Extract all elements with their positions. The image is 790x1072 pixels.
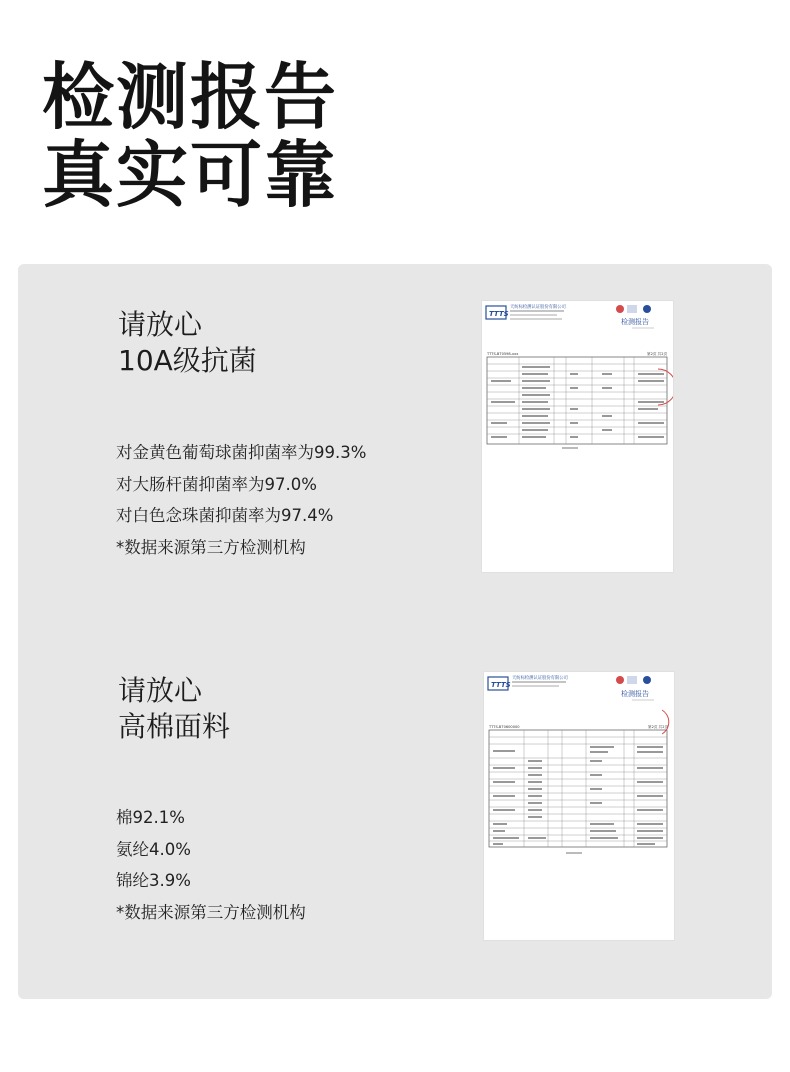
cma-badge-icon [643, 676, 651, 684]
test-report-image-1 [482, 301, 673, 572]
report-org: 天纺标检测认证股份有限公司 [512, 676, 568, 681]
section-title-line-1: 请放心 [118, 308, 203, 341]
stat-line: 对金黄色葡萄球菌抑菌率为99.3% [116, 443, 367, 462]
official-stamp-icon [662, 710, 669, 734]
headline-line-2: 真实可靠 [42, 133, 339, 217]
section-lines [116, 437, 366, 563]
report-number: TTTS-BT0598-xxx [487, 352, 519, 356]
ilac-badge-icon [616, 305, 624, 313]
composition-line: 锦纶3.9% [116, 871, 191, 890]
report-logo: TTTS [491, 681, 511, 689]
section-title-line-2: 高棉面料 [118, 710, 231, 743]
headline-line-1: 检测报告 [42, 55, 339, 139]
report-logo: TTTS [489, 310, 509, 318]
report-page: 第2页 共2页 [647, 352, 668, 356]
report-title: 检测报告 [621, 690, 649, 698]
headline [42, 55, 339, 217]
report-org: 天纺标检测认证股份有限公司 [510, 305, 566, 310]
cnas-badge-icon [627, 305, 637, 313]
composition-line: 氨纶4.0% [116, 839, 191, 859]
antibacterial-section [100, 307, 367, 557]
source-note: *数据来源第三方检测机构 [116, 902, 306, 922]
stat-line: 对大肠杆菌抑菌率为97.0% [116, 474, 317, 494]
section-title-line-1: 请放心 [118, 674, 203, 707]
report-page: 第2页 共2页 [648, 725, 669, 729]
report-title: 检测报告 [621, 318, 649, 326]
source-note: *数据来源第三方检测机构 [116, 537, 306, 557]
section-lines [116, 802, 306, 928]
cma-badge-icon [643, 305, 651, 313]
section-title-line-2: 10A级抗菌 [118, 344, 257, 377]
composition-line: 棉92.1% [116, 808, 185, 827]
stat-line: 对白色念珠菌抑菌率为97.4% [116, 506, 334, 525]
report-number: TTTS-BT0600000 [489, 725, 520, 729]
cotton-section [100, 673, 306, 922]
ilac-badge-icon [616, 676, 624, 684]
cnas-badge-icon [627, 676, 637, 684]
test-report-image-2 [484, 672, 674, 940]
